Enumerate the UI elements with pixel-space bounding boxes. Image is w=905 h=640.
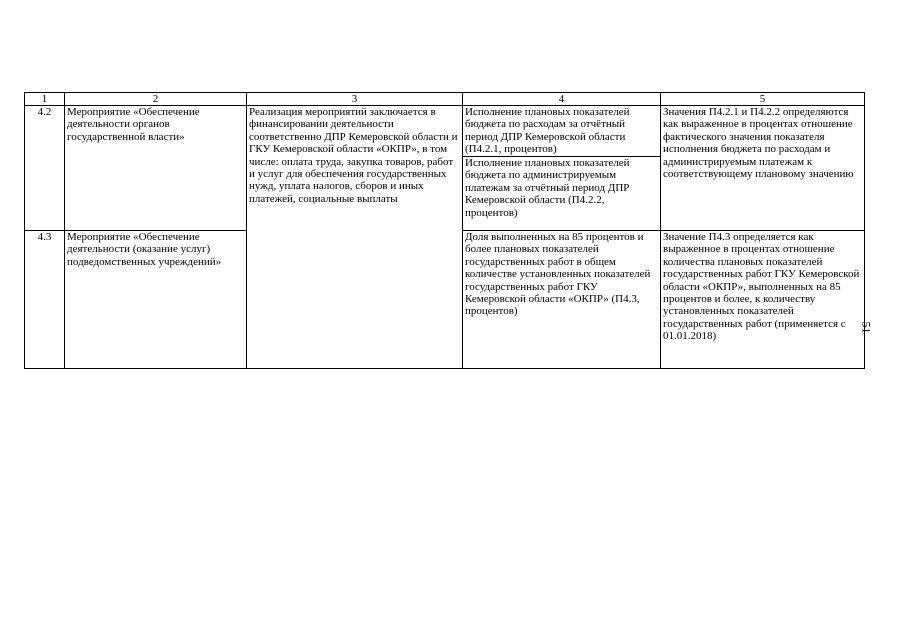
- row-number: 4.3: [25, 231, 65, 369]
- event-name: Мероприятие «Обеспечение деятельности органов государственной власти»: [65, 106, 247, 231]
- row-number: 4.2: [25, 106, 65, 231]
- program-table: [24, 92, 865, 369]
- table-row-4-2: [25, 106, 865, 231]
- event-description: Реализация мероприятий заключается в финансировании деятельности соответственно ДПР Кемеровской области и ГКУ Кемеровской области «ОКПР», в том числе: оплата труда, закупка товаров, работ и услуг для обеспечения государственных нужд, уплата налогов, сборов и иных платежей, социальные выплаты: [247, 106, 463, 369]
- indicator-p4-2-1: Исполнение плановых показателей бюджета по расходам за отчётный период ДПР Кемеровской области (П4.2.1, процентов): [465, 106, 630, 156]
- page-number: 51: [859, 321, 874, 334]
- header-row: [25, 93, 865, 106]
- header-cell-3: 3: [247, 93, 463, 106]
- header-cell-1: 1: [25, 93, 65, 106]
- header-cell-2: 2: [65, 93, 247, 106]
- calculation-method: Значение П4.3 определяется как выраженное в процентах отношение количества плановых показателей государственных работ ГКУ Кемеровской области «ОКПР», выполненных на 85 процентов и более, к количеству установленных показателей государственных работ (применяется с 01.01.2018): [661, 231, 865, 369]
- calculation-method: Значения П4.2.1 и П4.2.2 определяются как выраженное в процентах отношение фактического значения показателя исполнения бюджета по расходам и администрируемым платежам к соответствующему плановому значению: [661, 106, 865, 231]
- indicator-p4-3: Доля выполненных на 85 процентов и более плановых показателей государственных работ в общем количестве установленных показателей государственных работ ГКУ Кемеровской области «ОКПР» (П4.3, процентов): [463, 231, 661, 369]
- header-cell-5: 5: [661, 93, 865, 106]
- event-name: Мероприятие «Обеспечение деятельности (оказание услуг) подведомственных учреждений»: [65, 231, 247, 369]
- indicator-p4-2-2: Исполнение плановых показателей бюджета по администрируемым платежам за отчётный период ДПР Кемеровской области (П4.2.2, процентов): [463, 156, 660, 219]
- indicator-cell: [463, 106, 661, 231]
- header-cell-4: 4: [463, 93, 661, 106]
